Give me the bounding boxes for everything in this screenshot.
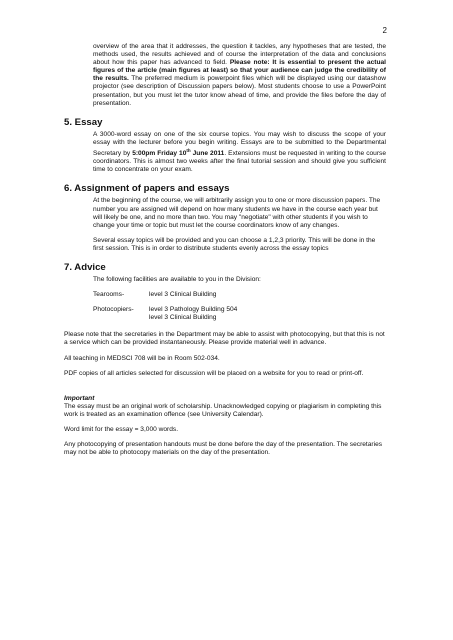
intro-paragraph (64, 43, 386, 108)
facility-photocopiers (64, 306, 386, 322)
essay-deadline (132, 147, 225, 158)
section-5-heading: 5. Essay (64, 116, 103, 128)
main-column (64, 43, 386, 457)
pdf-note: PDF copies of all articles selected for discussion will be placed on a website for you to read or print-off. (64, 369, 364, 377)
facility-tearooms (64, 291, 386, 299)
deadline-suffix: th (186, 147, 191, 153)
photocopiers-label: Photocopiers- (93, 306, 134, 314)
section-7-heading: 7. Advice (64, 261, 106, 273)
important-paragraph-1: The essay must be an original work of scholarship. Unacknowledged copying or plagiarism in completing this work is treated as an examination offence (see University Calendar). (64, 402, 382, 418)
section-7-intro: The following facilities are available to you in the Division: (93, 275, 261, 283)
secretaries-note: Please note that the secretaries in the Department may be able to assist with photocopying, but that this is not a service which can be provided instantaneously. Please provide material well in advance. (64, 331, 385, 347)
section-6-paragraph-2: Several essay topics will be provided and you can choose a 1,2,3 priority. This will be done in the first session. This is in order to distribute students evenly across the essay topics (93, 236, 376, 252)
important-heading: Important (64, 394, 95, 402)
section-5-text-a: A 3000-word essay on one of the six course topics. You may wish to discuss the scope of your essay with the lecturer before you begin writing. Essays are to be submitted to the Departmental Secretary by (93, 130, 386, 158)
page-number: 2 (382, 26, 387, 35)
section-5-text-b: . Extensions must be requested in writing to the course coordinators. This is almost two weeks after the final tutorial session and should give you sufficient time to concentrate on your exam. (93, 150, 386, 174)
word-limit: Word limit for the essay = 3,000 words. (64, 426, 179, 433)
tearooms-value: level 3 Clinical Building (149, 291, 217, 299)
deadline-date: 5:00pm Friday 10 (132, 150, 187, 158)
photocopiers-values (149, 306, 237, 322)
section-6-heading: 6. Assignment of papers and essays (64, 183, 230, 195)
section-6-paragraph-1: At the beginning of the course, we will arbitrarily assign you to one or more discussion papers. The number you are assigned will depend on how many students we have in the course each year but will likely be one, and no more than two. You may "negotiate" with other students if you wish to change your time or topic but must let the course coordinators know of any changes. (93, 197, 381, 229)
deadline-month: June 2011 (192, 150, 225, 158)
intro-text-b: The preferred medium is powerpoint files which will be displayed using our datashow projector (see description of Discussion papers below). Most students choose to use a PowerPoint presentation, but you must let the tutor know ahead of time, and provide the files before the day of presentation. (93, 75, 386, 107)
intro-note: Please note: It is essential to present the actual figures of the article (main figures at least) so that your audience can judge the credibility of the results. (93, 59, 386, 83)
important-paragraph-3: Any photocopying of presentation handouts must be done before the day of the presentation. The secretaries may not be able to photocopy materials on the day of the presentation. (64, 441, 383, 457)
room-note: All teaching in MEDSCI 708 will be in Room 502-034. (64, 354, 220, 362)
photocopiers-value-2: level 3 Clinical Building (149, 314, 217, 322)
intro-text-a: overview of the area that it addresses, the question it tackles, any hypotheses that are tested, the methods used, the results achieved and of course the interpretation of the data and conclusions about how this paper has advanced to field. (93, 43, 386, 67)
section-5-paragraph (64, 131, 386, 175)
tearooms-label: Tearooms- (93, 291, 125, 299)
photocopiers-value-1: level 3 Pathology Building 504 (149, 306, 238, 314)
